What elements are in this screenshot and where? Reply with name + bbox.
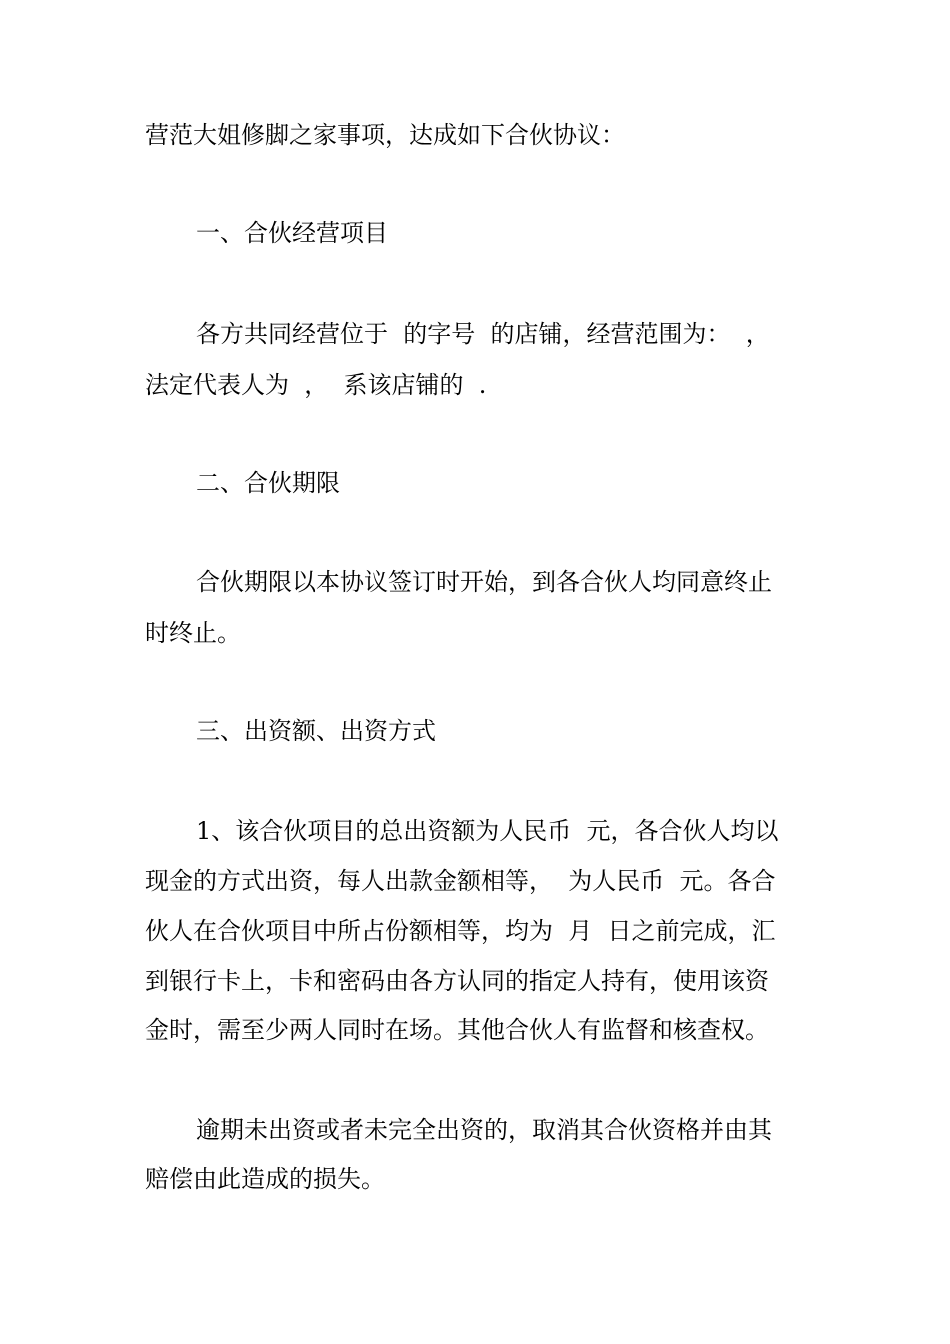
paragraph-4-line-1: 逾期未出资或者未完全出资的，取消其合伙资格并由其 [196, 1116, 772, 1144]
section-heading-1: 一、合伙经营项目 [196, 219, 388, 247]
paragraph-3-line-4: 到银行卡上，卡和密码由各方认同的指定人持有，使用该资 [145, 967, 769, 995]
paragraph-1-line-1: 各方共同经营位于 的字号 的店铺，经营范围为： ， [196, 320, 770, 348]
paragraph-2-line-2: 时终止。 [145, 619, 241, 647]
paragraph-1-line-2: 法定代表人为 ， 系该店铺的 . [145, 371, 487, 399]
paragraph-4-line-2: 赔偿由此造成的损失。 [145, 1165, 385, 1193]
paragraph-2-line-1: 合伙期限以本协议签订时开始，到各合伙人均同意终止 [196, 568, 772, 596]
section-heading-2: 二、合伙期限 [196, 469, 340, 497]
intro-paragraph: 营范大姐修脚之家事项，达成如下合伙协议： [145, 121, 625, 149]
section-heading-3: 三、出资额、出资方式 [196, 717, 436, 745]
paragraph-3-line-3: 伙人在合伙项目中所占份额相等，均为 月 日之前完成，汇 [145, 917, 776, 945]
paragraph-3-line-5: 金时，需至少两人同时在场。其他合伙人有监督和核查权。 [145, 1016, 769, 1044]
paragraph-3-line-2: 现金的方式出资，每人出款金额相等， 为人民币 元。各合 [145, 867, 776, 895]
paragraph-3-line-1: 1、该合伙项目的总出资额为人民币 元，各合伙人均以 [196, 817, 779, 845]
